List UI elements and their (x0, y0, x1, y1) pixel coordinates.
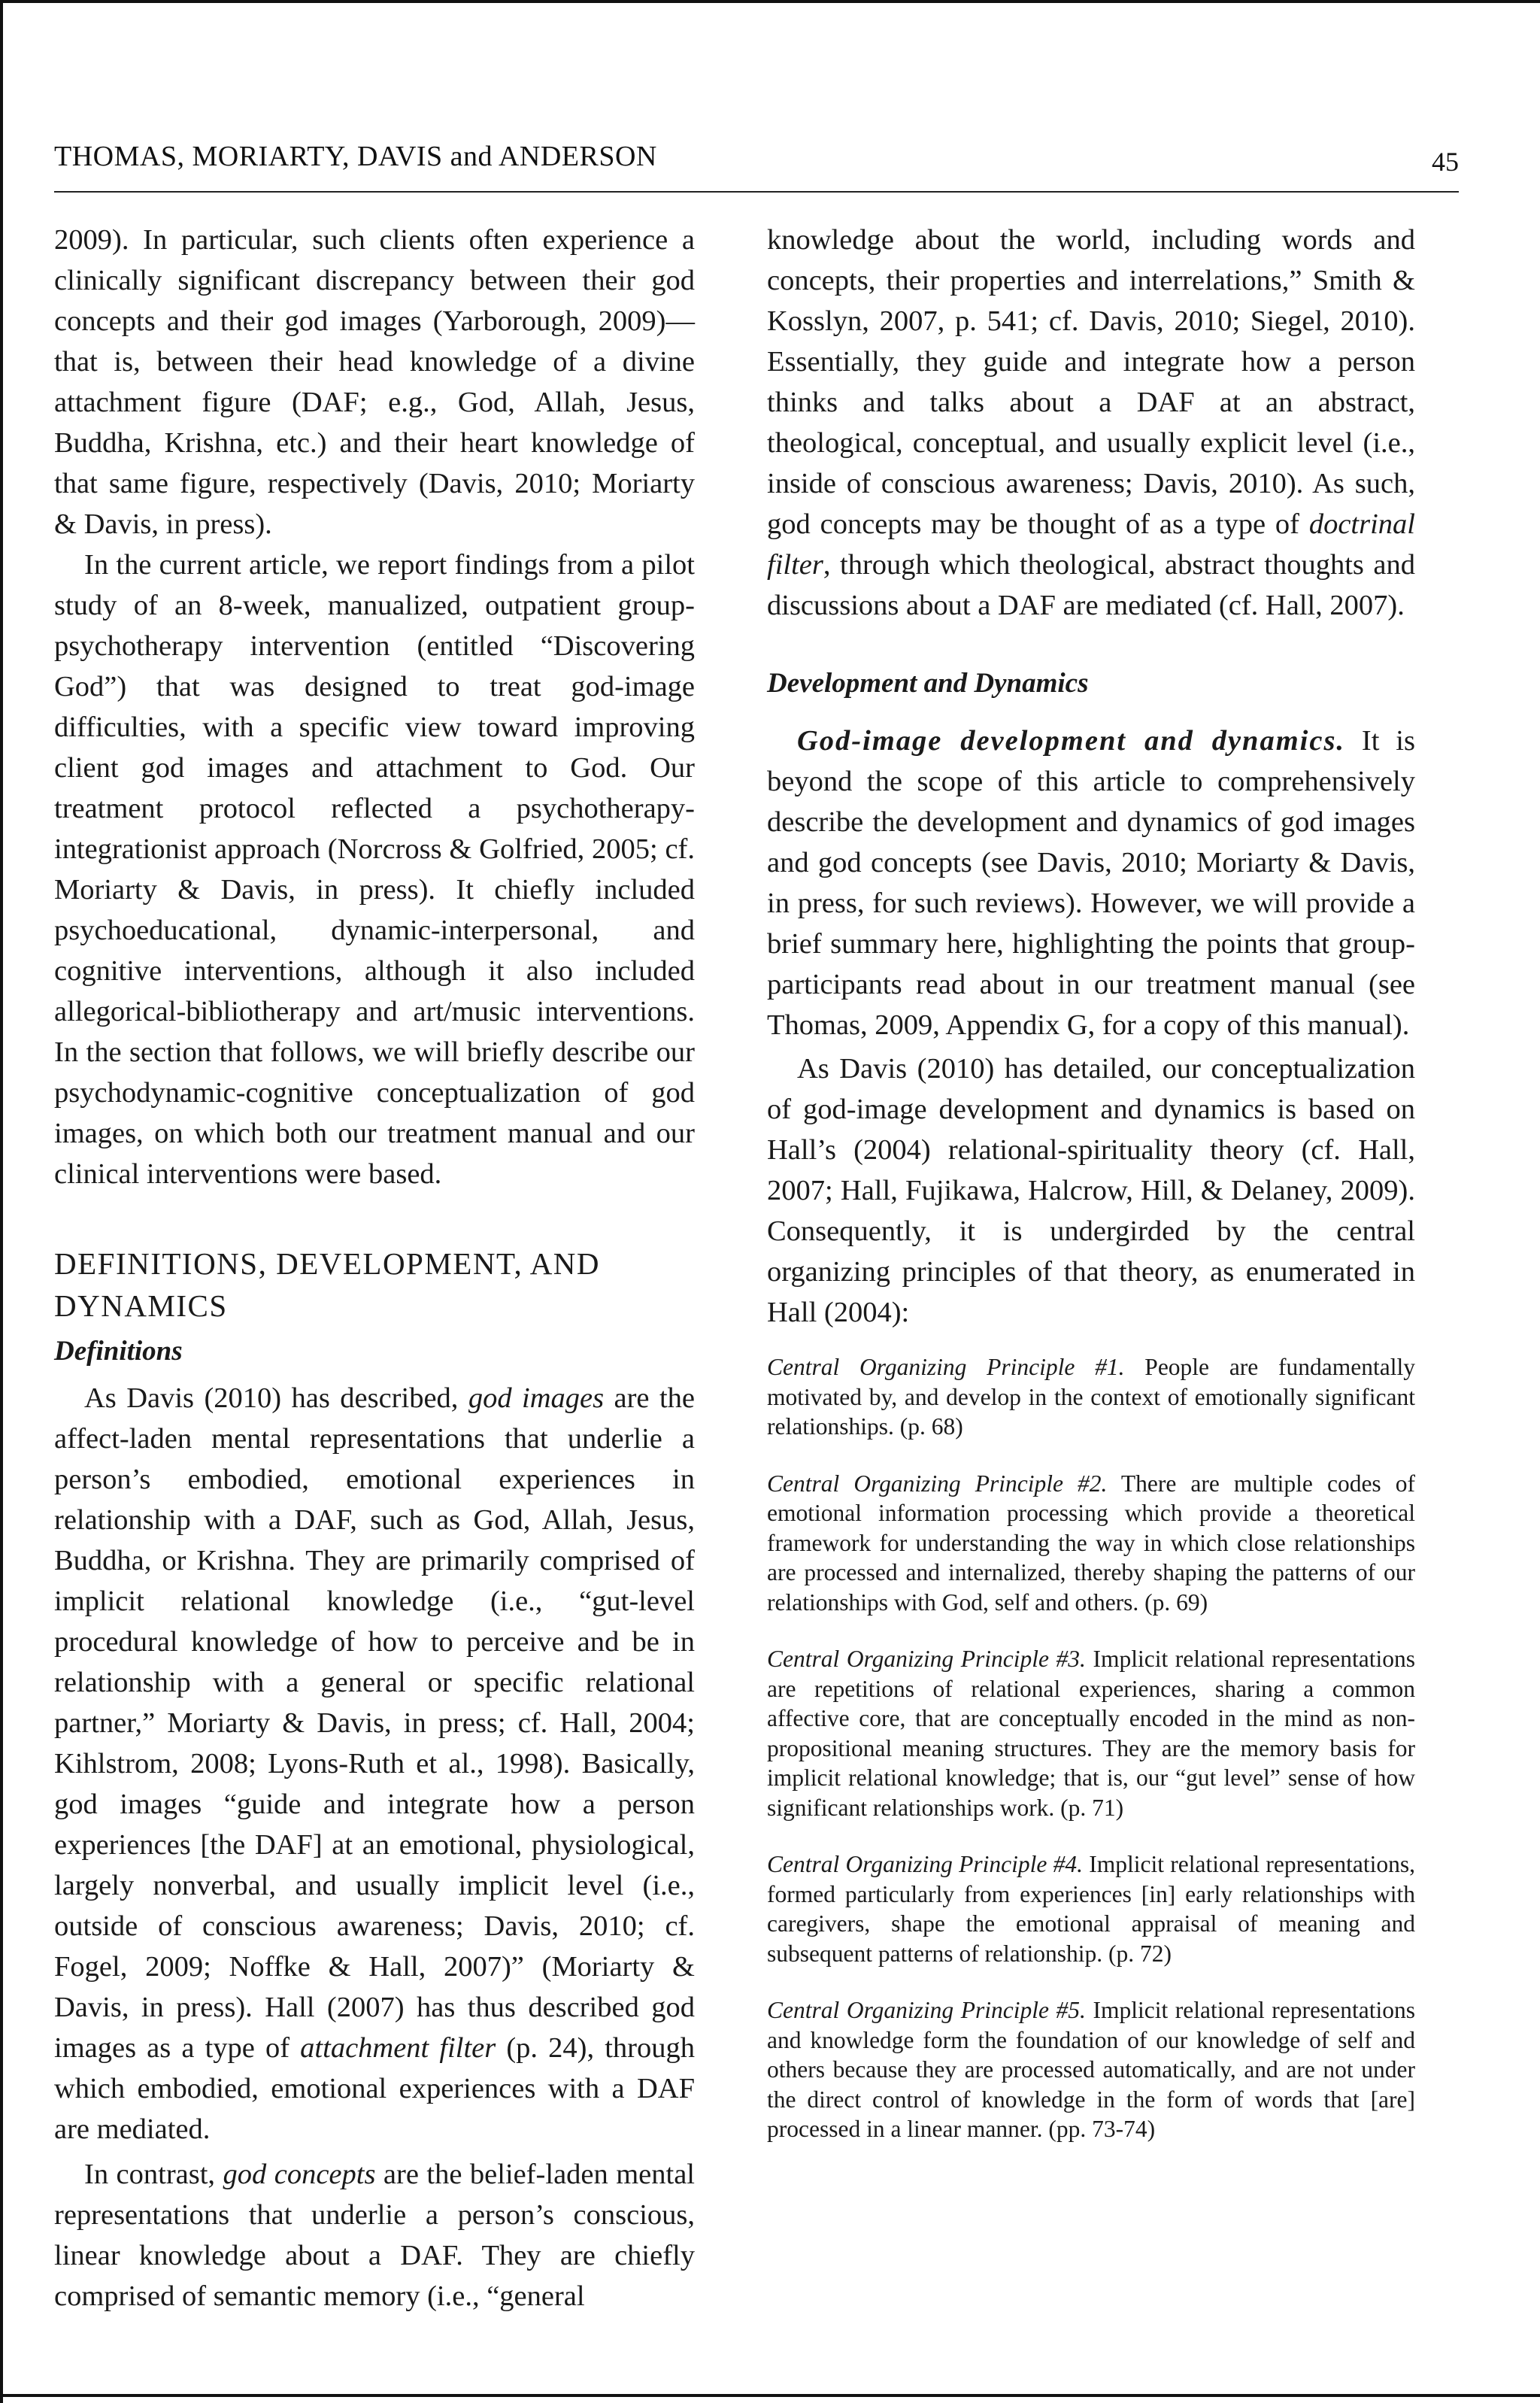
block-quote-principle-1: Central Organizing Principle #1. People are fundamentally motivated by, and develop in the context of emotionally significant relationships. (p. 68) (767, 1354, 1415, 1440)
paragraph: As Davis (2010) has detailed, our conceptualization of god-image development and dynamics is based on Hall’s (2004) relational-spirituality theory (cf. Hall, 2007; Hall, Fujikawa, Halcrow, Hill, & Delaney, 2009). Consequently, it is undergirded by the central organizing principles of that theory, as enumerated in Hall (2004): (767, 1053, 1415, 1328)
term-attachment-filter: attachment filter (300, 2032, 496, 2064)
block-quote-principle-2: Central Organizing Principle #2. There are multiple codes of emotional information processing which provide a theoretical framework for understanding the way in which close relationships are processed and internalized, thereby shaping the patterns of our relationships with God, self and others. (p. 69) (767, 1470, 1415, 1616)
page-border-top (0, 0, 1540, 3)
page-border-left (0, 0, 3, 2403)
paragraph: As Davis (2010) has described, god images are the affect-laden mental representations that underlie a person’s embodied, emotional experiences in relationship with a DAF, such as God, Allah, Jesus, Buddha, or Krishna. They are primarily comprised of implicit relational knowledge (i.e., “gut-level procedural knowledge of how to perceive and be in relationship with a general or specific relational partner,” Moriarty & Davis, in press; cf. Hall, 2004; Kihlstrom, 2008; Lyons-Ruth et al., 1998). Basically, god images “guide and integrate how a person experiences [the DAF] at an emotional, physiological, largely nonverbal, and usually implicit level (i.e., outside of conscious awareness; Davis, 2010; cf. Fogel, 2009; Noffke & Hall, 2007)” (Moriarty & Davis, in press). Hall (2007) has thus described god images as a type of attachment filter (p. 24), through which embodied, emotional experiences with a DAF are mediated. (54, 1382, 695, 2145)
right-column (767, 220, 1415, 2171)
page-number: 45 (1432, 147, 1459, 177)
paragraph: 2009). In particular, such clients often experience a clinically significant discrepancy between their god concepts and their god images (Yarborough, 2009)—that is, between their head knowledge of a divine attachment figure (DAF; e.g., God, Allah, Jesus, Buddha, Krishna, etc.) and their heart knowledge of that same figure, respectively (Davis, 2010; Moriarty & Davis, in press). (54, 224, 695, 540)
section-heading-line: DYNAMICS (54, 1288, 228, 1323)
section-heading (54, 1242, 695, 1327)
subheading-definitions: Definitions (54, 1336, 183, 1367)
subheading-development-dynamics: Development and Dynamics (767, 668, 1089, 699)
term-god-images: god images (468, 1382, 605, 1414)
header-rule (54, 191, 1459, 193)
running-head (54, 140, 1459, 185)
term-god-concepts: god concepts (223, 2159, 376, 2190)
left-column (54, 220, 695, 2317)
paragraph: In the current article, we report findings from a pilot study of an 8-week, manualized, outpatient group-psychotherapy intervention (entitled “Discovering God”) that was designed to treat god-image difficulties, with a specific view toward improving client god images and attachment to God. Our treatment protocol reflected a psychotherapy-integrationist approach (Norcross & Golfried, 2005; cf. Moriarty & Davis, in press). It chiefly included psychoeducational, dynamic-interpersonal, and cognitive interventions, although it also included allegorical-bibliotherapy and art/music interventions. In the section that follows, we will briefly describe our psychodynamic-cognitive conceptualization of god images, on which both our treatment manual and our clinical interventions were based. (54, 549, 695, 1190)
term-doctrinal-filter: doctrinal filter (767, 508, 1415, 581)
section-heading-line: DEFINITIONS, DEVELOPMENT, AND (54, 1246, 601, 1281)
paragraph: God-image development and dynamics. It is beyond the scope of this article to comprehensively describe the development and dynamics of god images and god concepts (see Davis, 2010; Moriarty & Davis, in press, for such reviews). However, we will provide a brief summary here, highlighting the points that group-participants read about in our treatment manual (see Thomas, 2009, Appendix G, for a copy of this manual). (767, 725, 1415, 1041)
page-border-bottom (0, 2394, 1540, 2397)
block-quote-principle-4: Central Organizing Principle #4. Implicit relational representations, formed particularly from experiences [in] early relationships with caregivers, shape the emotional appraisal of meaning and subsequent patterns of relationship. (p. 72) (767, 1851, 1415, 1967)
run-in-heading: God-image development and dynamics. (797, 725, 1346, 757)
block-quote-principle-5: Central Organizing Principle #5. Implicit relational representations and knowledge form the foundation of our knowledge of self and others because they are processed automatically, and are not under the direct control of knowledge in the form of words that [are] processed in a linear manner. (pp. 73-74) (767, 1997, 1415, 2142)
running-head-authors: THOMAS, MORIARTY, DAVIS and ANDERSON (54, 141, 657, 172)
paragraph: In contrast, god concepts are the belief-laden mental representations that underlie a person’s conscious, linear knowledge about a DAF. They are chiefly comprised of semantic memory (i.e., “general (54, 2159, 695, 2312)
block-quote-principle-3: Central Organizing Principle #3. Implicit relational representations are repetitions of relational experiences, sharing a common affective core, that are conceptually encoded in the mind as non-propositional meaning structures. They are the memory basis for implicit relational knowledge; that is, our “gut level” sense of how significant relationships work. (p. 71) (767, 1646, 1415, 1821)
paragraph: knowledge about the world, including words and concepts, their properties and interrelations,” Smith & Kosslyn, 2007, p. 541; cf. Davis, 2010; Siegel, 2010). Essentially, they guide and integrate how a person thinks and talks about a DAF at an abstract, theological, conceptual, and usually explicit level (i.e., inside of conscious awareness; Davis, 2010). As such, god concepts may be thought of as a type of doctrinal filter, through which theological, abstract thoughts and discussions about a DAF are mediated (cf. Hall, 2007). (767, 224, 1415, 621)
